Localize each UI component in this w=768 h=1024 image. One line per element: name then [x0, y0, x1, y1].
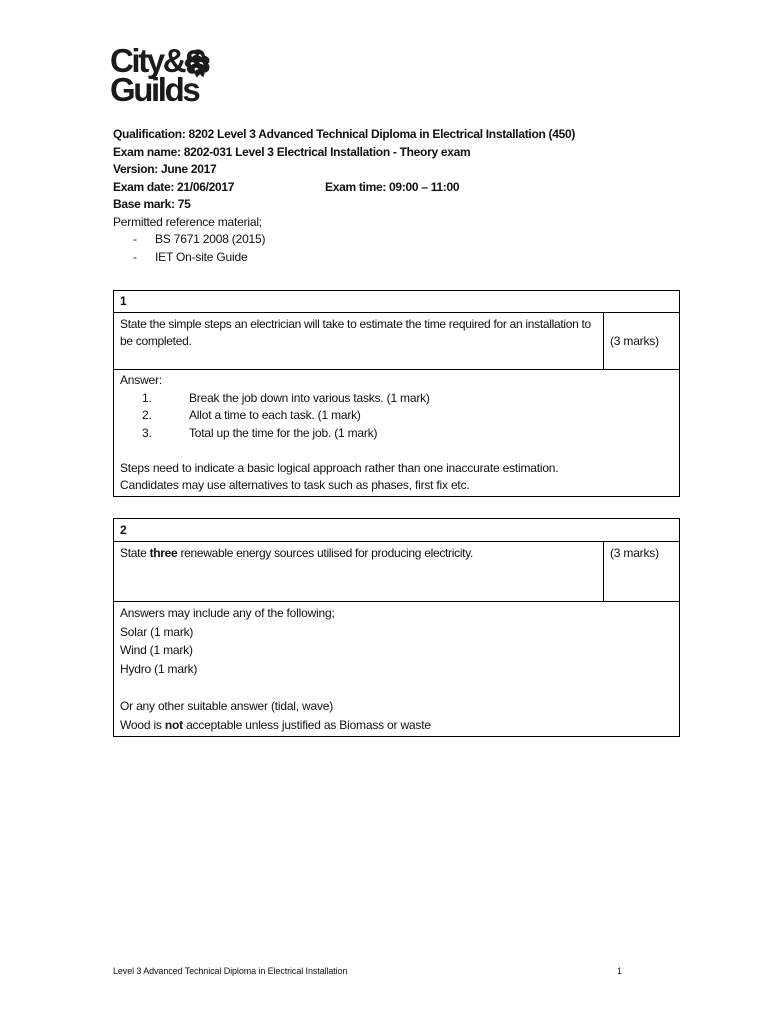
answer-cell [114, 602, 679, 735]
exam-name-line: Exam name: 8202-031 Level 3 Electrical Installation - Theory exam [113, 144, 471, 159]
question-row [114, 542, 679, 602]
caveat-text: Wood is [120, 717, 165, 732]
bullet-dash: - [133, 232, 137, 246]
question-number: 2 [114, 519, 679, 542]
reference-item [113, 231, 673, 249]
exam-date-time-line [113, 179, 673, 197]
prompt-text: State [120, 546, 150, 560]
answer-cell [114, 370, 679, 495]
exam-time: Exam time: 09:00 – 11:00 [325, 179, 460, 194]
item-text: Allot a time to each task. (1 mark) [189, 408, 361, 422]
exam-header [113, 126, 673, 266]
lion-icon [180, 47, 212, 79]
prompt-text: renewable energy sources utilised for producing electricity. [177, 546, 474, 560]
item-number: 3. [142, 425, 152, 440]
reference-text: BS 7671 2008 (2015) [155, 232, 266, 246]
page-number: 1 [617, 966, 622, 976]
answer-note: Steps need to indicate a basic logical approach rather than one inaccurate estimation. [120, 460, 559, 475]
footer-title: Level 3 Advanced Technical Diploma in Electrical Installation [113, 966, 348, 976]
version-line: Version: June 2017 [113, 162, 217, 176]
answer-note: Candidates may use alternatives to task such as phases, first fix etc. [120, 478, 470, 492]
marks-label: (3 marks) [610, 546, 659, 560]
question-number: 1 [114, 291, 679, 313]
answer-intro: Answer: [120, 373, 162, 387]
answer-list-item [120, 390, 673, 408]
answer-list-item [120, 425, 673, 443]
prompt-emphasis: three [149, 546, 178, 560]
item-number: 2. [142, 408, 152, 422]
question-marks [604, 542, 679, 601]
answer-item: Solar (1 mark) [120, 624, 194, 639]
question-prompt [114, 542, 604, 601]
city-and-guilds-logo [110, 42, 220, 112]
logo-line-2: Guilds [110, 71, 199, 108]
question-marks [604, 313, 679, 369]
bullet-dash: - [133, 249, 137, 264]
reference-text: IET On-site Guide [155, 249, 248, 264]
exam-date: Exam date: 21/06/2017 [113, 179, 235, 194]
question-2-box [113, 518, 680, 737]
answer-other: Or any other suitable answer (tidal, wave) [120, 699, 334, 714]
caveat-emphasis: not [164, 717, 183, 732]
question-prompt: State the simple steps an electrician will take to estimate the time required for an installation to be completed. [114, 313, 604, 369]
item-text: Total up the time for the job. (1 mark) [189, 425, 378, 440]
answer-item: Wind (1 mark) [120, 643, 193, 658]
caveat-text: acceptable unless justified as Biomass or waste [182, 717, 431, 732]
qualification-line: Qualification: 8202 Level 3 Advanced Technical Diploma in Electrical Installation (450) [113, 127, 576, 141]
answer-item: Hydro (1 mark) [120, 661, 198, 676]
marks-label: (3 marks) [610, 333, 659, 348]
reference-item [113, 249, 673, 267]
answer-caveat [120, 716, 673, 735]
logo-line-1: City& [110, 42, 185, 79]
reference-intro: Permitted reference material; [113, 214, 262, 229]
answer-list-item [120, 407, 673, 425]
base-mark-line: Base mark: 75 [113, 197, 191, 211]
item-number: 1. [142, 390, 152, 405]
answer-intro: Answers may include any of the following; [120, 606, 335, 620]
item-text: Break the job down into various tasks. (1 mark) [189, 390, 430, 405]
question-row [114, 313, 679, 370]
question-1-box [113, 290, 680, 497]
